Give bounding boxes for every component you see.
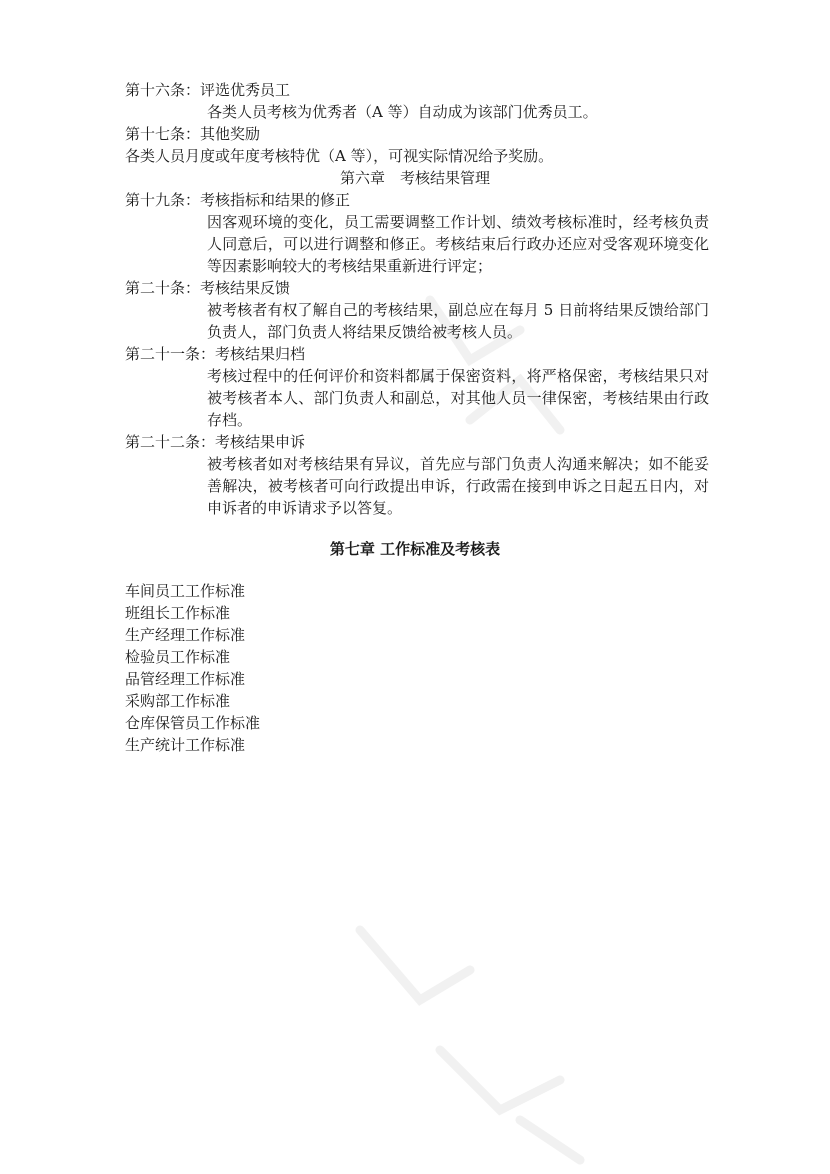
list-item: 采购部工作标准 <box>125 692 231 710</box>
article-21-body: 考核过程中的任何评价和资料都属于保密资料，将严格保密，考核结果只对被考核者本人、部门负责人和副总，对其他人员一律保密，考核结果由行政存档。 <box>207 367 709 429</box>
article-22-body: 被考核者如对考核结果有异议，首先应与部门负责人沟通来解决；如不能妥善解决，被考核者可向行政提出申诉，行政需在接到申诉之日起五日内，对申诉者的申诉请求予以答复。 <box>207 455 709 517</box>
article-17-title: 第十七条：其他奖励 <box>125 125 261 143</box>
list-item: 车间员工工作标准 <box>125 582 246 600</box>
list-item: 生产统计工作标准 <box>125 736 246 754</box>
article-16-body: 各类人员考核为优秀者（A 等）自动成为该部门优秀员工。 <box>207 103 598 121</box>
chapter-7-title: 第七章 工作标准及考核表 <box>329 540 501 558</box>
article-17-body: 各类人员月度或年度考核特优（A 等），可视实际情况给予奖励。 <box>125 147 554 165</box>
article-21-title: 第二十一条：考核结果归档 <box>125 345 306 363</box>
article-19-title: 第十九条：考核指标和结果的修正 <box>125 191 351 209</box>
list-item: 仓库保管员工作标准 <box>125 714 261 732</box>
article-20-body: 被考核者有权了解自己的考核结果，副总应在每月 5 日前将结果反馈给部门负责人，部门负责人将结果反馈给被考核人员。 <box>207 301 709 341</box>
chapter-6-title: 第六章 考核结果管理 <box>339 169 490 187</box>
article-19-body: 因客观环境的变化，员工需要调整工作计划、绩效考核标准时，经考核负责人同意后，可以进行调整和修正。考核结束后行政办还应对受客观环境变化等因素影响较大的考核结果重新进行评定； <box>207 213 709 275</box>
list-item: 班组长工作标准 <box>125 604 231 622</box>
list-item: 生产经理工作标准 <box>125 626 246 644</box>
article-22-title: 第二十二条：考核结果申诉 <box>125 433 306 451</box>
list-item: 检验员工作标准 <box>125 648 231 666</box>
list-item: 品管经理工作标准 <box>125 670 246 688</box>
article-20-title: 第二十条：考核结果反馈 <box>125 279 291 297</box>
article-16-title: 第十六条：评选优秀员工 <box>125 81 291 99</box>
